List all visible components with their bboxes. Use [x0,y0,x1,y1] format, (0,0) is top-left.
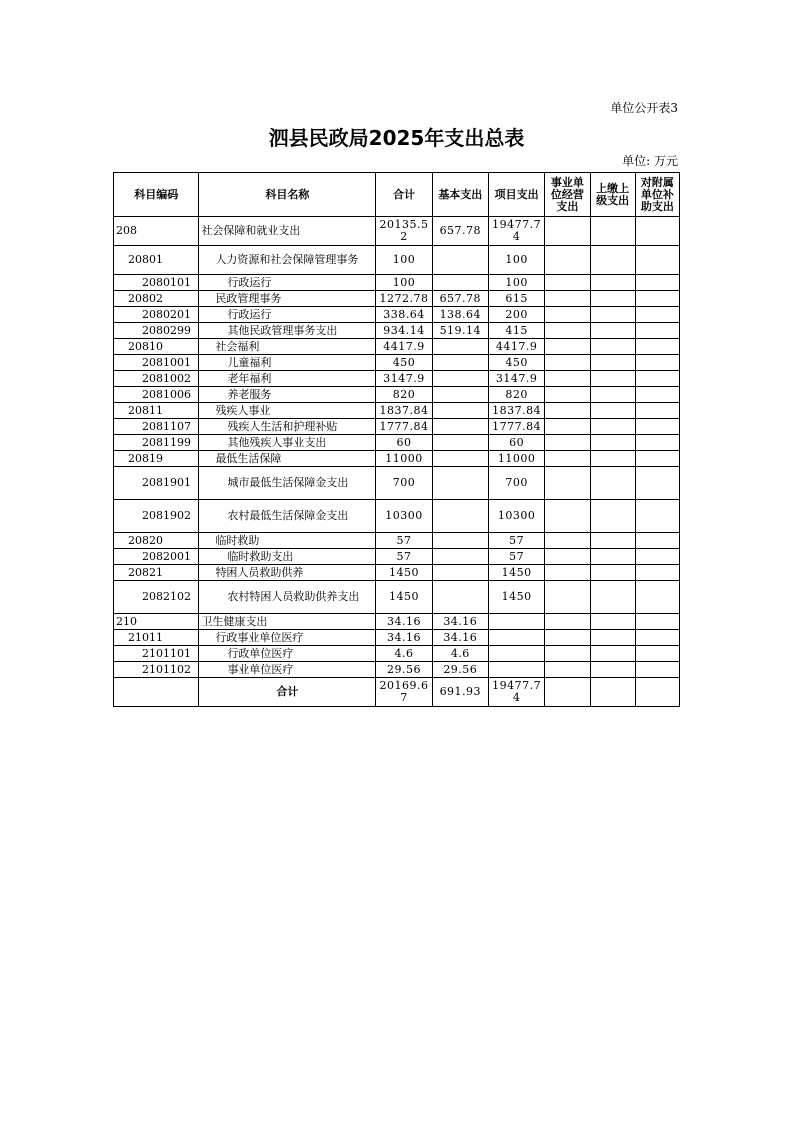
col-header-remit: 上缴上级支出 [590,173,635,217]
row-total: 57 [376,533,432,549]
row-project [488,630,544,646]
col-header-code: 科目编码 [114,173,199,217]
row-total: 700 [376,467,432,500]
row-basic [432,403,488,419]
row-name: 最低生活保障 [199,451,376,467]
row-basic [432,533,488,549]
col-header-basic: 基本支出 [432,173,488,217]
row-name: 养老服务 [199,387,376,403]
row-name: 临时救助支出 [199,549,376,565]
table-row [114,614,680,630]
row-remit [590,403,635,419]
row-total: 100 [376,246,432,275]
total-project: 19477.74 [488,678,544,707]
row-remit [590,419,635,435]
row-code: 210 [114,614,199,630]
table-row [114,549,680,565]
row-business [545,419,590,435]
row-business [545,646,590,662]
row-business [545,565,590,581]
row-total: 60 [376,435,432,451]
row-basic [432,246,488,275]
row-total: 100 [376,275,432,291]
row-name: 民政管理事务 [199,291,376,307]
row-code: 20801 [114,246,199,275]
row-subsidy [635,614,679,630]
row-basic [432,581,488,614]
row-business [545,467,590,500]
row-remit [590,500,635,533]
table-row [114,275,680,291]
row-remit [590,307,635,323]
row-basic [432,371,488,387]
row-subsidy [635,339,679,355]
row-project: 1777.84 [488,419,544,435]
row-basic: 34.16 [432,630,488,646]
row-subsidy [635,630,679,646]
row-business [545,355,590,371]
row-remit [590,323,635,339]
row-total: 57 [376,549,432,565]
row-basic [432,339,488,355]
row-basic: 34.16 [432,614,488,630]
row-business [545,307,590,323]
row-remit [590,435,635,451]
row-total: 11000 [376,451,432,467]
row-code: 20819 [114,451,199,467]
row-project [488,646,544,662]
row-project: 100 [488,275,544,291]
row-name: 特困人员救助供养 [199,565,376,581]
row-remit [590,291,635,307]
row-project: 3147.9 [488,371,544,387]
row-basic [432,565,488,581]
row-total: 1450 [376,581,432,614]
row-business [545,217,590,246]
row-code: 20811 [114,403,199,419]
row-remit [590,533,635,549]
row-basic [432,500,488,533]
table-row [114,246,680,275]
row-basic: 519.14 [432,323,488,339]
row-subsidy [635,355,679,371]
row-name: 残疾人生活和护理补贴 [199,419,376,435]
row-code: 208 [114,217,199,246]
table-row [114,387,680,403]
table-row [114,646,680,662]
row-name: 人力资源和社会保障管理事务 [199,246,376,275]
row-name: 行政事业单位医疗 [199,630,376,646]
row-basic [432,451,488,467]
col-header-name: 科目名称 [199,173,376,217]
row-business [545,678,590,707]
row-business [545,662,590,678]
row-subsidy [635,403,679,419]
row-project [488,662,544,678]
table-row [114,467,680,500]
table-row [114,435,680,451]
row-subsidy [635,275,679,291]
table-row [114,291,680,307]
row-subsidy [635,419,679,435]
table-row [114,371,680,387]
row-name: 临时救助 [199,533,376,549]
row-total: 34.16 [376,614,432,630]
row-project: 450 [488,355,544,371]
row-remit [590,581,635,614]
table-row [114,419,680,435]
row-remit [590,549,635,565]
row-total: 1777.84 [376,419,432,435]
row-business [545,323,590,339]
row-total: 1837.84 [376,403,432,419]
row-name: 行政运行 [199,307,376,323]
total-row [114,678,680,707]
row-business [545,371,590,387]
table-row [114,500,680,533]
table-row [114,533,680,549]
row-business [545,630,590,646]
row-subsidy [635,467,679,500]
total-code-empty [114,678,199,707]
row-subsidy [635,246,679,275]
row-total: 4417.9 [376,339,432,355]
row-total: 4.6 [376,646,432,662]
row-basic: 138.64 [432,307,488,323]
row-code: 2081199 [114,435,199,451]
row-project: 57 [488,533,544,549]
row-project: 820 [488,387,544,403]
table-row [114,565,680,581]
row-name: 卫生健康支出 [199,614,376,630]
table-row [114,630,680,646]
row-project: 57 [488,549,544,565]
row-business [545,246,590,275]
row-code: 2081901 [114,467,199,500]
row-project: 1837.84 [488,403,544,419]
row-business [545,403,590,419]
row-business [545,500,590,533]
row-total: 10300 [376,500,432,533]
row-subsidy [635,549,679,565]
row-total: 20135.52 [376,217,432,246]
row-code: 20821 [114,565,199,581]
row-business [545,549,590,565]
row-business [545,614,590,630]
row-code: 2082102 [114,581,199,614]
row-total: 3147.9 [376,371,432,387]
row-code: 2081006 [114,387,199,403]
row-remit [590,451,635,467]
row-subsidy [635,387,679,403]
col-header-total: 合计 [376,173,432,217]
row-name: 行政单位医疗 [199,646,376,662]
row-code: 2081001 [114,355,199,371]
row-basic [432,467,488,500]
total-label: 合计 [199,678,376,707]
row-code: 2081107 [114,419,199,435]
row-business [545,275,590,291]
row-business [545,339,590,355]
row-project: 4417.9 [488,339,544,355]
row-total: 1450 [376,565,432,581]
row-project: 11000 [488,451,544,467]
table-row [114,451,680,467]
row-name: 其他残疾人事业支出 [199,435,376,451]
row-basic [432,419,488,435]
row-code: 2080101 [114,275,199,291]
row-subsidy [635,581,679,614]
row-project: 1450 [488,565,544,581]
row-project: 1450 [488,581,544,614]
row-remit [590,339,635,355]
row-total: 820 [376,387,432,403]
row-code: 21011 [114,630,199,646]
row-code: 2082001 [114,549,199,565]
row-total: 34.16 [376,630,432,646]
row-basic [432,275,488,291]
row-name: 社会保障和就业支出 [199,217,376,246]
row-subsidy [635,451,679,467]
table-row [114,403,680,419]
table-row [114,355,680,371]
row-basic: 657.78 [432,217,488,246]
row-project: 60 [488,435,544,451]
row-business [545,581,590,614]
row-subsidy [635,307,679,323]
row-remit [590,662,635,678]
row-project: 10300 [488,500,544,533]
row-basic: 29.56 [432,662,488,678]
row-total: 1272.78 [376,291,432,307]
row-business [545,451,590,467]
row-name: 事业单位医疗 [199,662,376,678]
row-remit [590,467,635,500]
row-code: 2081002 [114,371,199,387]
row-remit [590,630,635,646]
row-subsidy [635,500,679,533]
row-basic [432,435,488,451]
row-subsidy [635,533,679,549]
total-basic: 691.93 [432,678,488,707]
row-remit [590,614,635,630]
row-total: 934.14 [376,323,432,339]
row-code: 20820 [114,533,199,549]
row-remit [590,646,635,662]
row-project: 700 [488,467,544,500]
row-remit [590,355,635,371]
row-name: 农村特困人员救助供养支出 [199,581,376,614]
col-header-business: 事业单位经营支出 [545,173,590,217]
row-code: 2101102 [114,662,199,678]
row-project [488,614,544,630]
row-subsidy [635,662,679,678]
row-total: 29.56 [376,662,432,678]
row-name: 儿童福利 [199,355,376,371]
row-name: 残疾人事业 [199,403,376,419]
row-subsidy [635,435,679,451]
table-row [114,581,680,614]
expenditure-table [113,172,680,707]
row-subsidy [635,291,679,307]
row-remit [590,371,635,387]
row-code: 2080201 [114,307,199,323]
row-business [545,435,590,451]
col-header-project: 项目支出 [488,173,544,217]
row-total: 450 [376,355,432,371]
table-row [114,662,680,678]
row-subsidy [635,371,679,387]
page-title: 泗县民政局2025年支出总表 [268,126,525,150]
row-project: 615 [488,291,544,307]
row-name: 城市最低生活保障金支出 [199,467,376,500]
row-remit [590,246,635,275]
table-row [114,217,680,246]
row-remit [590,565,635,581]
row-project: 200 [488,307,544,323]
row-name: 农村最低生活保障金支出 [199,500,376,533]
total-sum: 20169.67 [376,678,432,707]
row-code: 20802 [114,291,199,307]
row-project: 19477.74 [488,217,544,246]
row-subsidy [635,678,679,707]
table-row [114,339,680,355]
row-code: 20810 [114,339,199,355]
row-subsidy [635,565,679,581]
row-code: 2081902 [114,500,199,533]
row-subsidy [635,217,679,246]
row-subsidy [635,323,679,339]
unit-label: 单位: 万元 [622,154,678,168]
row-subsidy [635,646,679,662]
row-business [545,533,590,549]
form-number: 单位公开表3 [610,101,678,115]
row-code: 2101101 [114,646,199,662]
table-row [114,307,680,323]
row-project: 415 [488,323,544,339]
row-remit [590,217,635,246]
row-business [545,291,590,307]
row-basic [432,387,488,403]
row-remit [590,275,635,291]
row-name: 社会福利 [199,339,376,355]
row-name: 行政运行 [199,275,376,291]
row-name: 老年福利 [199,371,376,387]
col-header-subsidy: 对附属单位补助支出 [635,173,679,217]
row-basic: 657.78 [432,291,488,307]
row-business [545,387,590,403]
row-code: 2080299 [114,323,199,339]
row-basic [432,549,488,565]
row-remit [590,387,635,403]
row-total: 338.64 [376,307,432,323]
row-name: 其他民政管理事务支出 [199,323,376,339]
row-basic: 4.6 [432,646,488,662]
row-project: 100 [488,246,544,275]
row-basic [432,355,488,371]
row-remit [590,678,635,707]
table-row [114,323,680,339]
